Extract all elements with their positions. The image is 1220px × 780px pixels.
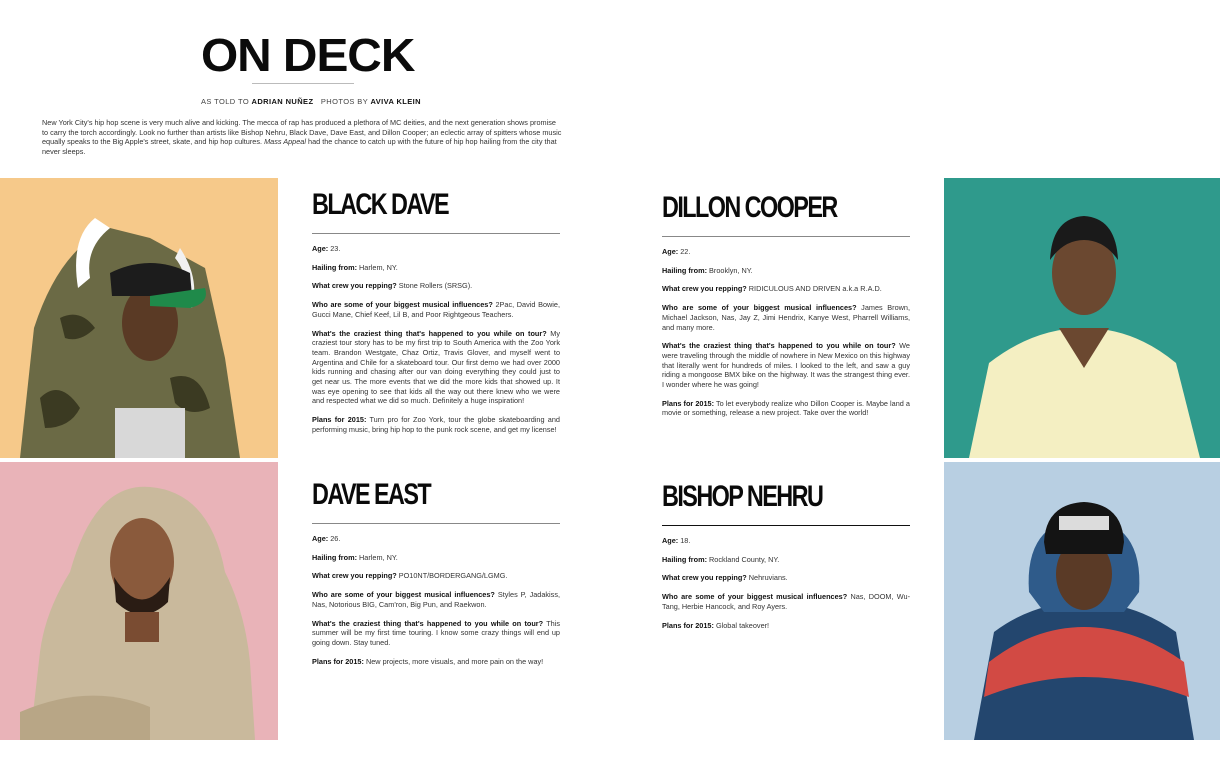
magazine-name: Mass Appeal <box>264 137 306 147</box>
qa-item: Hailing from: Harlem, NY. <box>312 552 398 562</box>
page-title: ON DECK <box>201 29 415 81</box>
intro-text-before: New York City's hip hop scene is very much alive and kicking. The mecca of rap has produced a plethora of MC deities, and the next generation shows promise to carry the torch accordingly. Look no further than artists like Bishop Nehru, Black Dave, Dave East, and Dillon Cooper; an eclectic array of spitters whose music equally speaks to the Big Apple's street, skate, and hip hop cultures. <box>42 118 562 147</box>
intro-paragraph <box>42 118 562 156</box>
author-name: ADRIAN NUÑEZ <box>251 97 314 106</box>
intro-text-after: had the chance to catch up with the future of hip hop hailing from the city that never sleeps. <box>42 137 557 156</box>
black-dave-photo <box>0 178 278 458</box>
artist-name: BLACK DAVE <box>312 188 449 221</box>
byline <box>201 97 421 106</box>
qa-item: Plans for 2015: Global takeover! <box>662 620 770 630</box>
artist-name: DAVE EAST <box>312 478 431 511</box>
qa-item: Plans for 2015: New projects, more visuals, and more pain on the way! <box>312 656 544 666</box>
credit-prefix: AS TOLD TO <box>201 97 250 106</box>
qa-item: What crew you repping? PO10NT/BORDERGANG/LGMG. <box>312 571 508 581</box>
section-divider <box>662 525 910 526</box>
qa-item: What crew you repping? Nehruvians. <box>662 573 788 583</box>
dave-east-profile <box>312 480 560 675</box>
artist-name: BISHOP NEHRU <box>662 480 823 513</box>
qa-item: Plans for 2015: To let everybody realize who Dillon Cooper is. Maybe land a movie or something, release a new project. Take over the world! <box>662 398 910 418</box>
dave-east-photo <box>0 462 278 740</box>
qa-item: Age: 18. <box>662 536 691 545</box>
qa-item: What crew you repping? RIDICULOUS AND DRIVEN a.k.a R.A.D. <box>662 284 882 294</box>
qa-item: Who are some of your biggest musical influences? Nas, DOOM, Wu-Tang, Herbie Hancock, and Roy Ayers. <box>662 592 911 611</box>
title-divider <box>252 83 354 84</box>
bishop-nehru-profile <box>662 482 910 639</box>
qa-item: Who are some of your biggest musical influences? James Brown, Michael Jackson, Nas, Jay Z, Jimi Hendrix, Kanye West, Pharrell Williams, and many more. <box>662 303 910 332</box>
qa-item: Who are some of your biggest musical influences? Styles P, Jadakiss, Nas, Notorious BIG, Cam'ron, Big Pun, and Raekwon. <box>312 590 560 609</box>
section-divider <box>662 236 910 237</box>
photo-credit-prefix: PHOTOS BY <box>320 97 368 106</box>
dillon-cooper-profile <box>662 193 910 427</box>
qa-item: What's the craziest thing that's happened to you while on tour? My craziest tour story has to be my first trip to South America with the Zoo York team. Brandon Westgate, Chaz Ortiz, Travis Glover, and myself went to Argentina and Chile for a skateboard tour. Our first demo we had over 2000 kids running and chasing after our van doing everything they could just to get near us. The more events that we did the more kids that showed up. It was eye opening to see that kids all the way out there knew who we were and respected what we did so much. Definitely a huge inspiration! <box>312 328 560 406</box>
qa-item: Hailing from: Rockland County, NY. <box>662 554 780 564</box>
artist-name: DILLON COOPER <box>662 191 837 224</box>
section-divider <box>312 523 560 524</box>
qa-item: Hailing from: Harlem, NY. <box>312 262 398 272</box>
black-dave-profile <box>312 190 560 444</box>
section-divider <box>312 233 560 234</box>
qa-item: Who are some of your biggest musical influences? 2Pac, David Bowie, Gucci Mane, Chief Keef, Lil B, and Poor Rightgeous Teachers. <box>312 300 560 319</box>
qa-item: Plans for 2015: Turn pro for Zoo York, tour the globe skateboarding and performing music, bring hip hop to the punk rock scene, and get my license! <box>312 415 560 434</box>
qa-item: Age: 22. <box>662 247 691 256</box>
qa-item: What's the craziest thing that's happened to you while on tour? This summer will be my first time touring. I know some crazy things will end up going down. Stay tuned. <box>312 618 560 647</box>
qa-item: Age: 23. <box>312 244 341 253</box>
qa-item: What's the craziest thing that's happened to you while on tour? We were traveling through the middle of nowhere in New Mexico on this highway that literally went for hundreds of miles. I looked to the left, and saw a guy riding a mongoose BMX bike on the highway. It was the strangest thing ever. I wonder where he was going! <box>662 341 910 390</box>
bishop-nehru-photo <box>944 462 1220 740</box>
dillon-cooper-photo <box>944 178 1220 458</box>
qa-item: What crew you repping? Stone Rollers (SRSG). <box>312 281 473 291</box>
photographer-name: AVIVA KLEIN <box>370 97 421 106</box>
qa-item: Age: 26. <box>312 534 341 543</box>
qa-item: Hailing from: Brooklyn, NY. <box>662 265 753 275</box>
